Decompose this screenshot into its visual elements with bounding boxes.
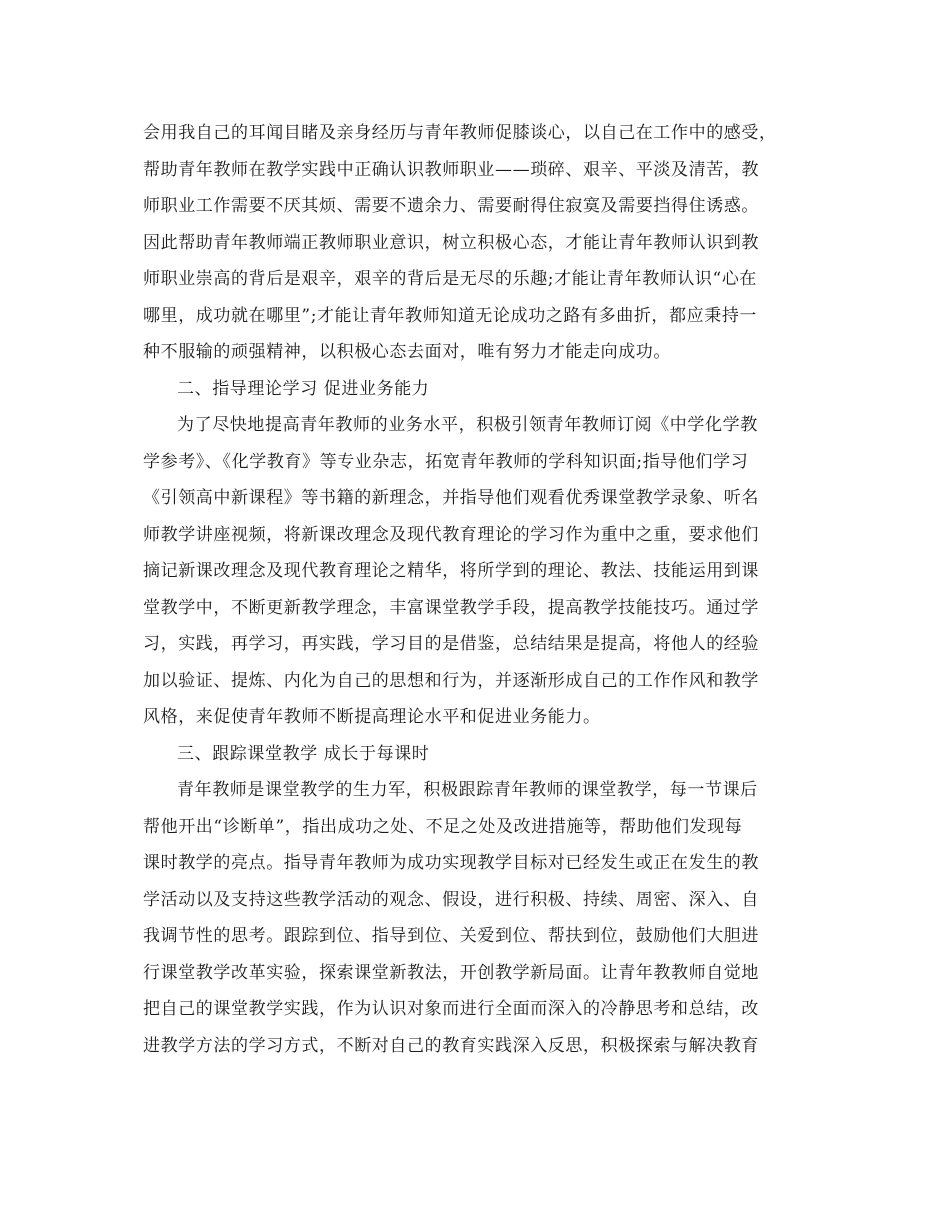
text-line: 行课堂教学改革实验，探索课堂新教法，开创教学新局面。让青年教教师自觉地 [143,962,759,983]
section-heading-2: 二、指导理论学习 促进业务能力 [177,378,430,399]
text-line: 师职业崇高的背后是艰辛，艰辛的背后是无尽的乐趣;才能让青年教师认识“心在 [143,269,758,289]
text-line: 种不服输的顽强精神，以积极心态去面对，唯有努力才能走向成功。 [143,342,671,362]
text-line: 摘记新课改理念及现代教育理论之精华，将所学到的理论、教法、技能运用到课 [143,561,759,581]
text-line: 师教学讲座视频，将新课改理念及现代教育理论的学习作为重中之重，要求他们 [143,524,759,545]
text-line: 我调节性的思考。跟踪到位、指导到位、关爱到位、帮扶到位，鼓励他们大胆进 [143,926,759,946]
text-line: 师职业工作需要不厌其烦、需要不遗余力、需要耐得住寂寞及需要挡得住诱惑。 [143,196,759,216]
text-line: 风格，来促使青年教师不断提高理论水平和促进业务能力。 [143,707,601,727]
document-body [143,115,809,1064]
paragraph-2 [143,407,809,736]
text-line: 学参考》、《化学教育》等专业杂志，拓宽青年教师的学科知识面;指导他们学习 [143,451,749,472]
paragraph-3 [143,772,809,1064]
text-line: 把自己的课堂教学实践，作为认识对象而进行全面而深入的冷静思考和总结，改 [143,999,759,1019]
text-line: 加以验证、提炼、内化为自己的思想和行为，并逐渐形成自己的工作作风和教学 [143,670,759,691]
text-line: 为了尽快地提高青年教师的业务水平，积极引领青年教师订阅《中学化学教 [177,415,758,435]
text-line: 进教学方法的学习方式，不断对自己的教育实践深入反思，积极探索与解决教育 [143,1035,759,1056]
text-line: 学活动以及支持这些教学活动的观念、假设，进行积极、持续、周密、深入、自 [143,889,759,910]
text-line: 因此帮助青年教师端正教师职业意识，树立积极心态，才能让青年教师认识到教 [143,232,759,253]
text-line: 哪里，成功就在哪里”;才能让青年教师知道无论成功之路有多曲折，都应秉持一 [143,305,758,326]
text-line: 课时教学的亮点。指导青年教师为成功实现教学目标对已经发生或正在发生的教 [143,853,759,873]
text-line: 帮他开出“诊断单”，指出成功之处、不足之处及改进措施等，帮助他们发现每 [143,816,743,837]
text-line: 堂教学中，不断更新教学理念，丰富课堂教学手段，提高教学技能技巧。通过学 [143,597,759,618]
text-line: 《引领高中新课程》等书籍的新理念，并指导他们观看优秀课堂教学录象、听名 [143,488,759,508]
paragraph-1 [143,115,809,371]
section-heading-3: 三、跟踪课堂教学 成长于每课时 [177,743,430,764]
text-line: 习，实践，再学习，再实践，学习目的是借鉴，总结结果是提高，将他人的经验 [143,634,759,654]
text-line: 帮助青年教师在教学实践中正确认识教师职业——琐碎、艰辛、平淡及清苦，教 [143,159,759,180]
text-line: 青年教师是课堂教学的生力军，积极跟踪青年教师的课堂教学，每一节课后 [177,780,758,800]
text-line: 会用我自己的耳闻目睹及亲身经历与青年教师促膝谈心，以自己在工作中的感受， [143,123,777,143]
